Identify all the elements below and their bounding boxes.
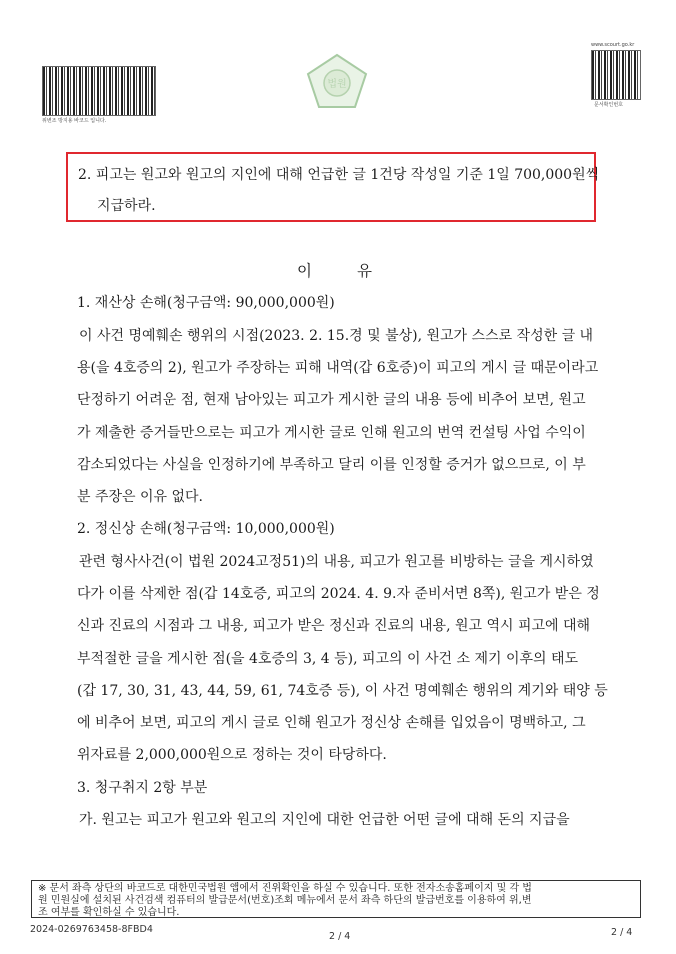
section2-line: 에 비추어 보면, 피고의 게시 글로 인해 원고가 정신상 손해를 입었음이 명백하고, 그	[77, 715, 586, 731]
barcode-caption: 위변조 방지용 바코드 입니다.	[42, 118, 107, 124]
section1-line: 용(을 4호증의 2), 원고가 주장하는 피해 내역(갑 6호증)이 피고의 게시 글 때문이라고	[77, 360, 599, 376]
reasons-title-right: 유	[357, 262, 373, 280]
notice-line: ※ 문서 좌측 상단의 바코드로 대한민국법원 앱에서 진위확인을 하실 수 있습니다. 또한 전자소송홈페이지 및 각 법	[38, 883, 532, 894]
section2-line: 다가 이를 삭제한 점(갑 14호증, 피고의 2024. 4. 9.자 준비서면 8쪽), 원고가 받은 정	[77, 586, 600, 602]
section2-line: 위자료를 2,000,000원으로 정하는 것이 타당하다.	[77, 747, 387, 763]
document-confirm-barcode	[591, 50, 641, 100]
section3-title: 3. 청구취지 2항 부분	[77, 780, 208, 796]
order-item2-line2: 지급하라.	[97, 198, 156, 214]
verification-barcode	[42, 66, 156, 116]
section1-line: 단정하기 어려운 점, 현재 남아있는 피고가 게시한 글의 내용 등에 비추어 보면, 원고	[77, 392, 586, 408]
issue-number: 2024-0269763458-8FBD4	[30, 924, 153, 935]
section3-line: 가. 원고는 피고가 원고와 원고의 지인에 대한 언급한 어떤 글에 대해 돈의 지급을	[79, 812, 570, 828]
verification-notice	[31, 880, 641, 918]
confirm-barcode-caption: 문서확인번호	[594, 102, 623, 108]
section1-line: 가 제출한 증거들만으로는 피고가 게시한 글로 인해 원고의 번역 컨설팅 사업 수익이	[77, 425, 586, 441]
court-seal-icon	[304, 52, 370, 110]
section2-line: 부적절한 글을 게시한 점(을 4호증의 3, 4 등), 피고의 이 사건 소 제기 이후의 태도	[77, 651, 579, 667]
seal-text: 법원	[327, 79, 347, 90]
section2-line: 관련 형사사건(이 법원 2024고정51)의 내용, 피고가 원고를 비방하는 글을 게시하였	[79, 554, 594, 570]
section1-line: 이 사건 명예훼손 행위의 시점(2023. 2. 15.경 및 불상), 원고가 스스로 작성한 글 내	[79, 328, 594, 344]
page-number: 2 / 4	[329, 931, 351, 942]
page-number-right: 2 / 4	[611, 927, 633, 938]
order-item2-line1: 2. 피고는 원고와 원고의 지인에 대해 언급한 글 1건당 작성일 기준 1일 700,000원씩	[78, 167, 600, 183]
notice-line: 원 민원실에 설치된 사건검색 컴퓨터의 발급문서(번호)조회 메뉴에서 문서 좌측 하단의 발급번호를 이용하여 위,변	[38, 895, 532, 906]
section2-line: (갑 17, 30, 31, 43, 44, 59, 61, 74호증 등), 이 사건 명예훼손 행위의 계기와 태양 등	[77, 683, 608, 699]
section1-title: 1. 재산상 손해(청구금액: 90,000,000원)	[77, 295, 335, 311]
site-url: www.scourt.go.kr	[591, 42, 635, 48]
reasons-title-left: 이	[297, 262, 313, 280]
section2-title: 2. 정신상 손해(청구금액: 10,000,000원)	[77, 521, 335, 537]
section1-line: 감소되었다는 사실을 인정하기에 부족하고 달리 이를 인정할 증거가 없으므로, 이 부	[77, 457, 586, 473]
notice-line: 조 여부를 확인하실 수 있습니다.	[38, 907, 180, 918]
section1-line: 분 주장은 이유 없다.	[77, 489, 203, 505]
section2-line: 신과 진료의 시점과 그 내용, 피고가 받은 정신과 진료의 내용, 원고 역시 피고에 대해	[77, 618, 591, 634]
